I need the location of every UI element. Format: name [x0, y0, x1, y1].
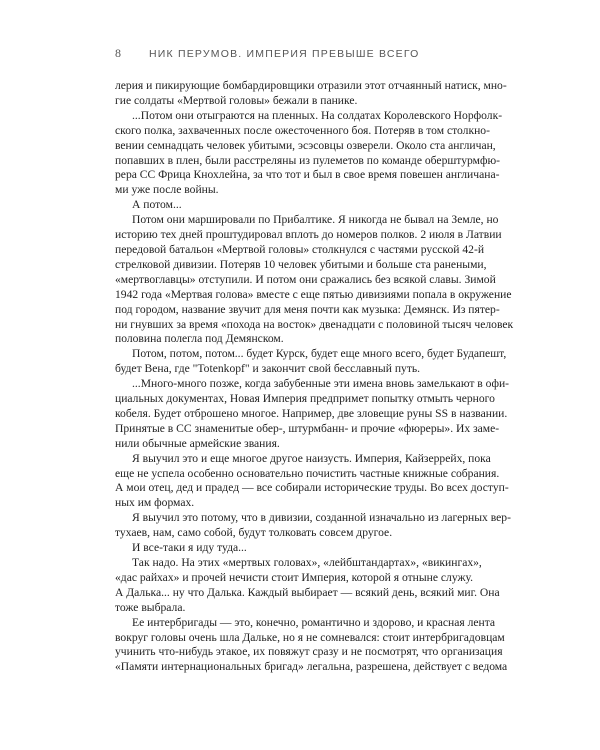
paragraph — [115, 615, 508, 676]
text-line: гие солдаты «Мертвой головы» бежали в панике. — [115, 93, 358, 107]
text-line: тухаев, нам, само собой, будут толковать совсем другое. — [115, 526, 393, 540]
text-line: нили обычные армейские звания. — [115, 436, 280, 450]
paragraph — [115, 556, 500, 616]
paragraph — [115, 79, 507, 109]
paragraph — [115, 213, 514, 347]
text-line: А потом... — [132, 198, 182, 212]
text-line: И все-таки я иду туда... — [132, 541, 247, 555]
paragraph — [115, 377, 510, 452]
text-line: вении семнадцать человек убитыми, эсэсовцы озверели. Около ста англичан, — [115, 138, 496, 152]
text-line: историю тех дней проштудировал вплоть до номеров полков. 2 июля в Латвии — [115, 228, 502, 242]
running-title: НИК ПЕРУМОВ. ИМПЕРИЯ ПРЕВЫШЕ ВСЕГО — [149, 48, 420, 60]
paragraph — [115, 511, 511, 541]
text-line: Я выучил это потому, что в дивизии, созданной изначально из лагерных вер- — [132, 511, 511, 525]
text-line: Принятые в СС знаменитые обер-, штурмбанн- и прочие «фюреры». Их заме- — [115, 421, 500, 435]
paragraph — [115, 108, 503, 198]
text-line: передовой батальон «Мертвой головы» столкнулся с частями русской 42-й — [115, 242, 485, 256]
text-line: ского полка, захваченных после ожесточенного боя. Потеряв в том столкно- — [115, 123, 490, 137]
page-number: 8 — [115, 46, 121, 60]
text-line: Потом они маршировали по Прибалтике. Я никогда не бывал на Земле, но — [132, 213, 499, 227]
text-line: ных им формах. — [115, 496, 195, 510]
text-line: лерия и пикирующие бомбардировщики отразили этот отчаянный натиск, мно- — [115, 79, 507, 92]
text-line: будет Вена, где "Totenkopf" и закончит свой бесславный путь. — [115, 362, 421, 376]
running-header — [115, 46, 420, 62]
text-line: рера СС Фрица Кнохлейна, за что тот и был в свое время повешен англичана- — [115, 168, 500, 182]
text-line: ни гнувших за время «похода на восток» двенадцати с половиной тысяч человек — [115, 317, 514, 331]
text-line: ...Много-много позже, когда забубенные эти имена вновь замелькают в офи- — [132, 377, 510, 391]
text-line: Потом, потом, потом... будет Курск, будет еще много всего, будет Будапешт, — [132, 347, 507, 361]
text-line: Я выучил это и еще многое другое наизусть. Империя, Кайзеррейх, пока — [132, 451, 491, 465]
text-line: тоже выбрала. — [115, 600, 186, 614]
text-line: ...Потом они отыграются на пленных. На солдатах Королевского Норфолк- — [132, 108, 503, 122]
paragraph — [115, 198, 500, 213]
body-text — [115, 79, 514, 675]
text-line: «Памяти интернациональных бригад» легальна, разрешена, действует с ведома — [115, 660, 508, 674]
text-line: вокруг головы очень шла Дальке, но я не сомневался: стоит интербригадовцам — [115, 630, 505, 644]
text-line: Ее интербригады — это, конечно, романтично и здорово, и красная лента — [132, 615, 496, 629]
paragraph — [115, 451, 509, 512]
text-line: 1942 года «Мертвая голова» вместе с еще пятью дивизиями попала в окружение — [115, 287, 512, 301]
text-line: под городом, название звучит для меня почти как музыка: Демянск. Из пятер- — [115, 302, 500, 316]
paragraph — [115, 541, 500, 556]
text-line: стрелковой дивизии. Потеряв 10 человек убитыми и больше ста ранеными, — [115, 257, 487, 271]
text-line: ми уже после войны. — [115, 183, 219, 197]
text-line: «дас райхах» и прочей нечисти стоит Империя, которой я отныне служу. — [115, 570, 474, 584]
text-line: циальных документах, Новая Империя предпримет попытку отмыть черного — [115, 392, 495, 406]
text-line: половина полегла под Демянском. — [115, 332, 284, 346]
paragraph — [115, 347, 507, 377]
text-line: А Далька... ну что Далька. Каждый выбирает — всякий день, всякий миг. Она — [115, 585, 500, 599]
text-line: А мои отец, дед и прадед — все собирали исторические труды. Во всех доступ- — [115, 481, 509, 495]
text-line: попавших в плен, были расстреляны из пулеметов по команде оберштурмфю- — [115, 153, 500, 167]
text-line: Так надо. На этих «мертвых головах», «лейбштандартах», «викингах», — [132, 556, 482, 569]
text-line: «мертвоглавцы» отступили. И потом они сражались без всякой славы. Зимой — [115, 272, 496, 286]
text-line: кобеля. Будет отброшено многое. Например, две зловещие руны SS в названии. — [115, 406, 508, 420]
text-line: учинить что-нибудь этакое, их повяжут сразу и не посмотрят, что организация — [115, 645, 503, 659]
text-line: еще не успела особенно основательно почистить частные книжные собрания. — [115, 466, 500, 480]
